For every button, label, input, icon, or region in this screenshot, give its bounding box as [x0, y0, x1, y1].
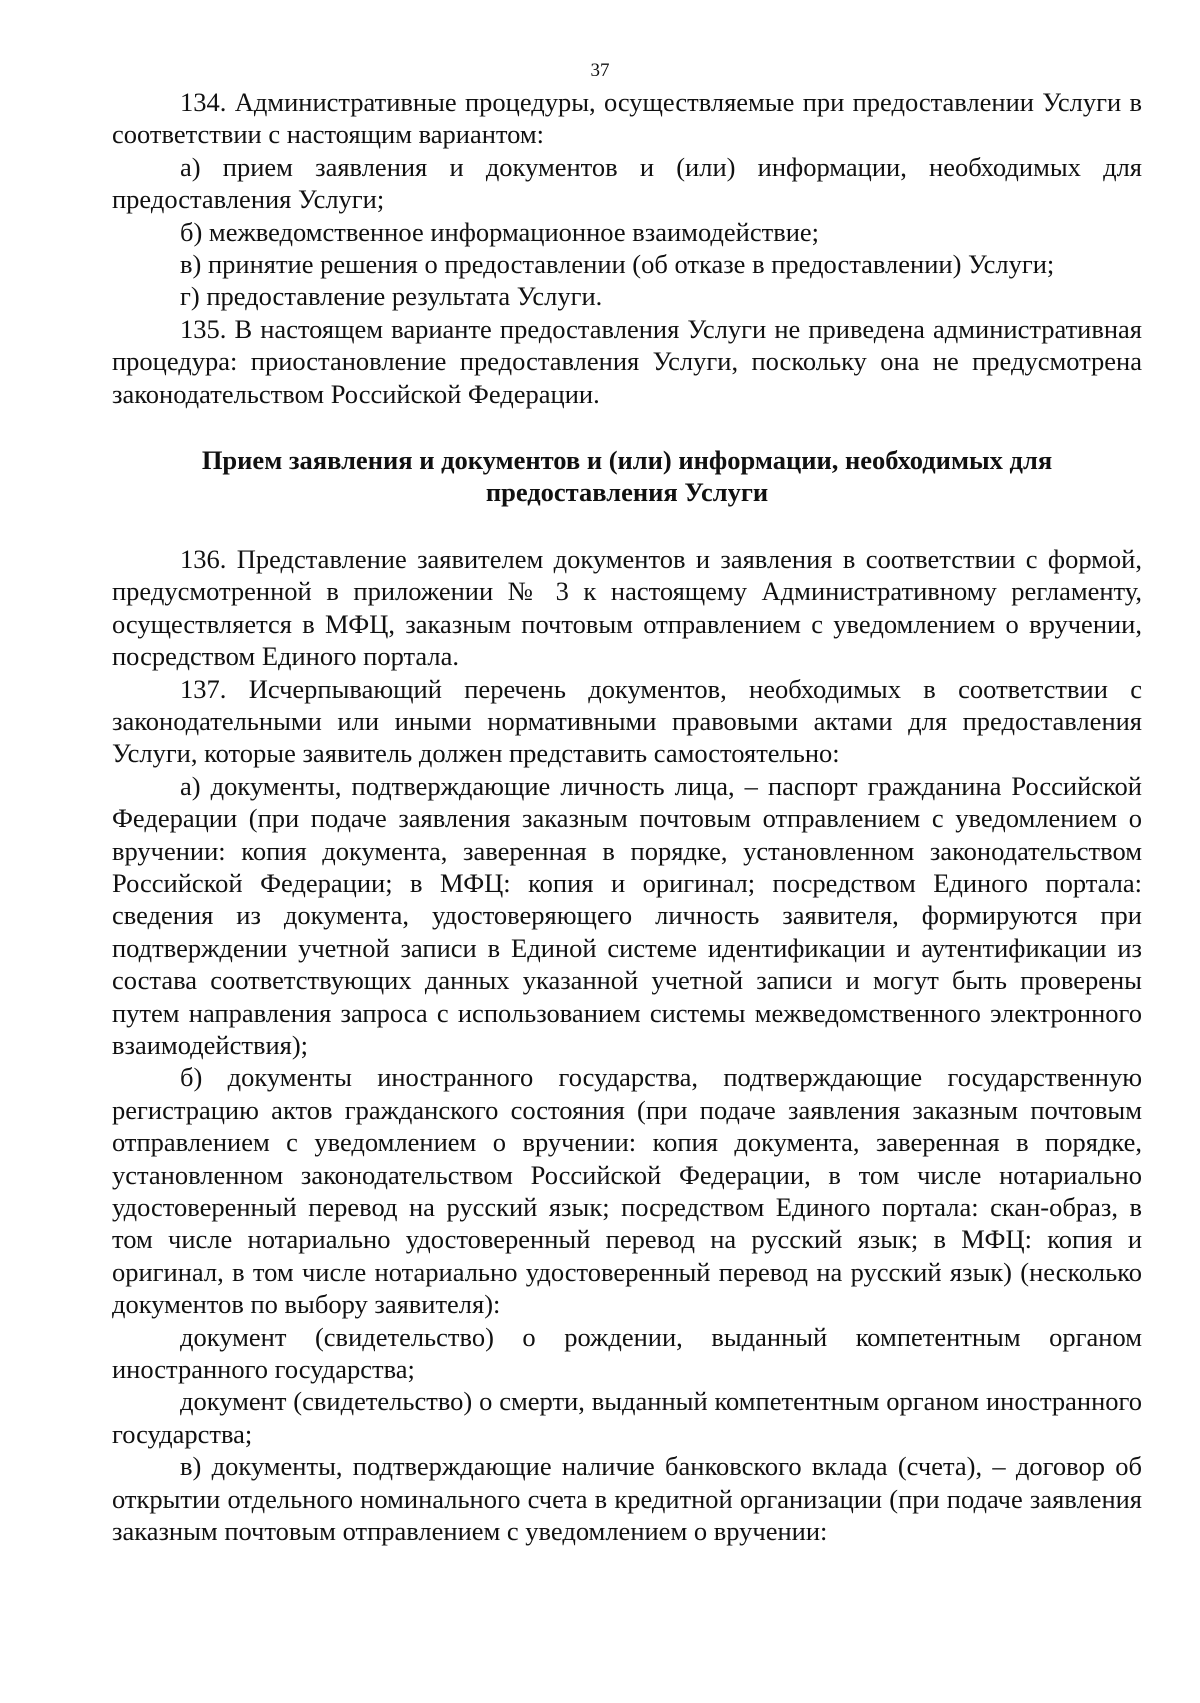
paragraph-137: 137. Исчерпывающий перечень документов, необходимых в соответствии с законодательными или иными нормативными правовыми актами для предоставления Услуги, которые заявитель должен представить самостоятельно: — [112, 673, 1142, 769]
list-item-137-v: в) документы, подтверждающие наличие банковского вклада (счета), – договор об открытии отдельного номинального счета в кредитной организации (при подаче заявления заказным почтовым отправлением с уведомлением о вручении: — [112, 1451, 1142, 1547]
list-item-v: в) принятие решения о предоставлении (об отказе в предоставлении) Услуги; — [180, 249, 1055, 280]
list-item-g: г) предоставление результата Услуги. — [180, 281, 603, 312]
sub-item-death-certificate: документ (свидетельство) о смерти, выданный компетентным органом иностранного государства; — [112, 1386, 1142, 1449]
paragraph-135: 135. В настоящем варианте предоставления Услуги не приведена административная процедура: приостановление предоставления Услуги, поскольку она не предусмотрена законодательством Российской Федерации. — [112, 313, 1142, 409]
paragraph-136: 136. Представление заявителем документов и заявления в соответствии с формой, предусмотренной в приложении № 3 к настоящему Административному регламенту, осуществляется в МФЦ, заказным почтовым отправлением с уведомлением о вручении, посредством Единого портала. — [112, 543, 1142, 672]
list-item-137-a: а) документы, подтверждающие личность лица, – паспорт гражданина Российской Федерации (при подаче заявления заказным почтовым отправлением с уведомлением о вручении: копия документа, заверенная в порядке, установленном законодательством Российской Федерации; в МФЦ: копия и оригинал; посредством Единого портала: сведения из документа, удостоверяющего личность заявителя, формируются при подтверждении учетной записи в Единой системе идентификации и аутентификации из состава соответствующих данных указанной учетной записи и могут быть проверены путем направления запроса с использованием системы межведомственного электронного взаимодействия); — [112, 770, 1142, 1060]
spacer — [112, 509, 1142, 543]
page-number: 37 — [590, 60, 610, 81]
sub-item-birth-certificate: документ (свидетельство) о рождении, выданный компетентным органом иностранного государства; — [112, 1321, 1142, 1385]
list-item-a: а) прием заявления и документов и (или) информации, необходимых для предоставления Услуги; — [112, 151, 1142, 215]
list-item-137-b: б) документы иностранного государства, подтверждающие государственную регистрацию актов гражданского состояния (при подаче заявления заказным почтовым отправлением с уведомлением о вручении: копия документа, заверенная в порядке, установленном законодательством Российской Федерации, в том числе нотариально удостоверенный перевод на русский язык; посредством Единого портала: скан-образ, в том числе нотариально удостоверенный перевод на русский язык; в МФЦ: копия и оригинал, в том числе нотариально удостоверенный перевод на русский язык) (несколько документов по выбору заявителя): — [112, 1062, 1142, 1320]
spacer — [112, 410, 1142, 444]
list-item-b: б) межведомственное информационное взаимодействие; — [180, 216, 820, 247]
document-body — [112, 86, 1142, 1547]
section-heading: Прием заявления и документов и (или) информации, необходимых для предоставления Услуги — [201, 445, 1053, 508]
paragraph-134: 134. Административные процедуры, осуществляемые при предоставлении Услуги в соответствии с настоящим вариантом: — [112, 87, 1142, 150]
